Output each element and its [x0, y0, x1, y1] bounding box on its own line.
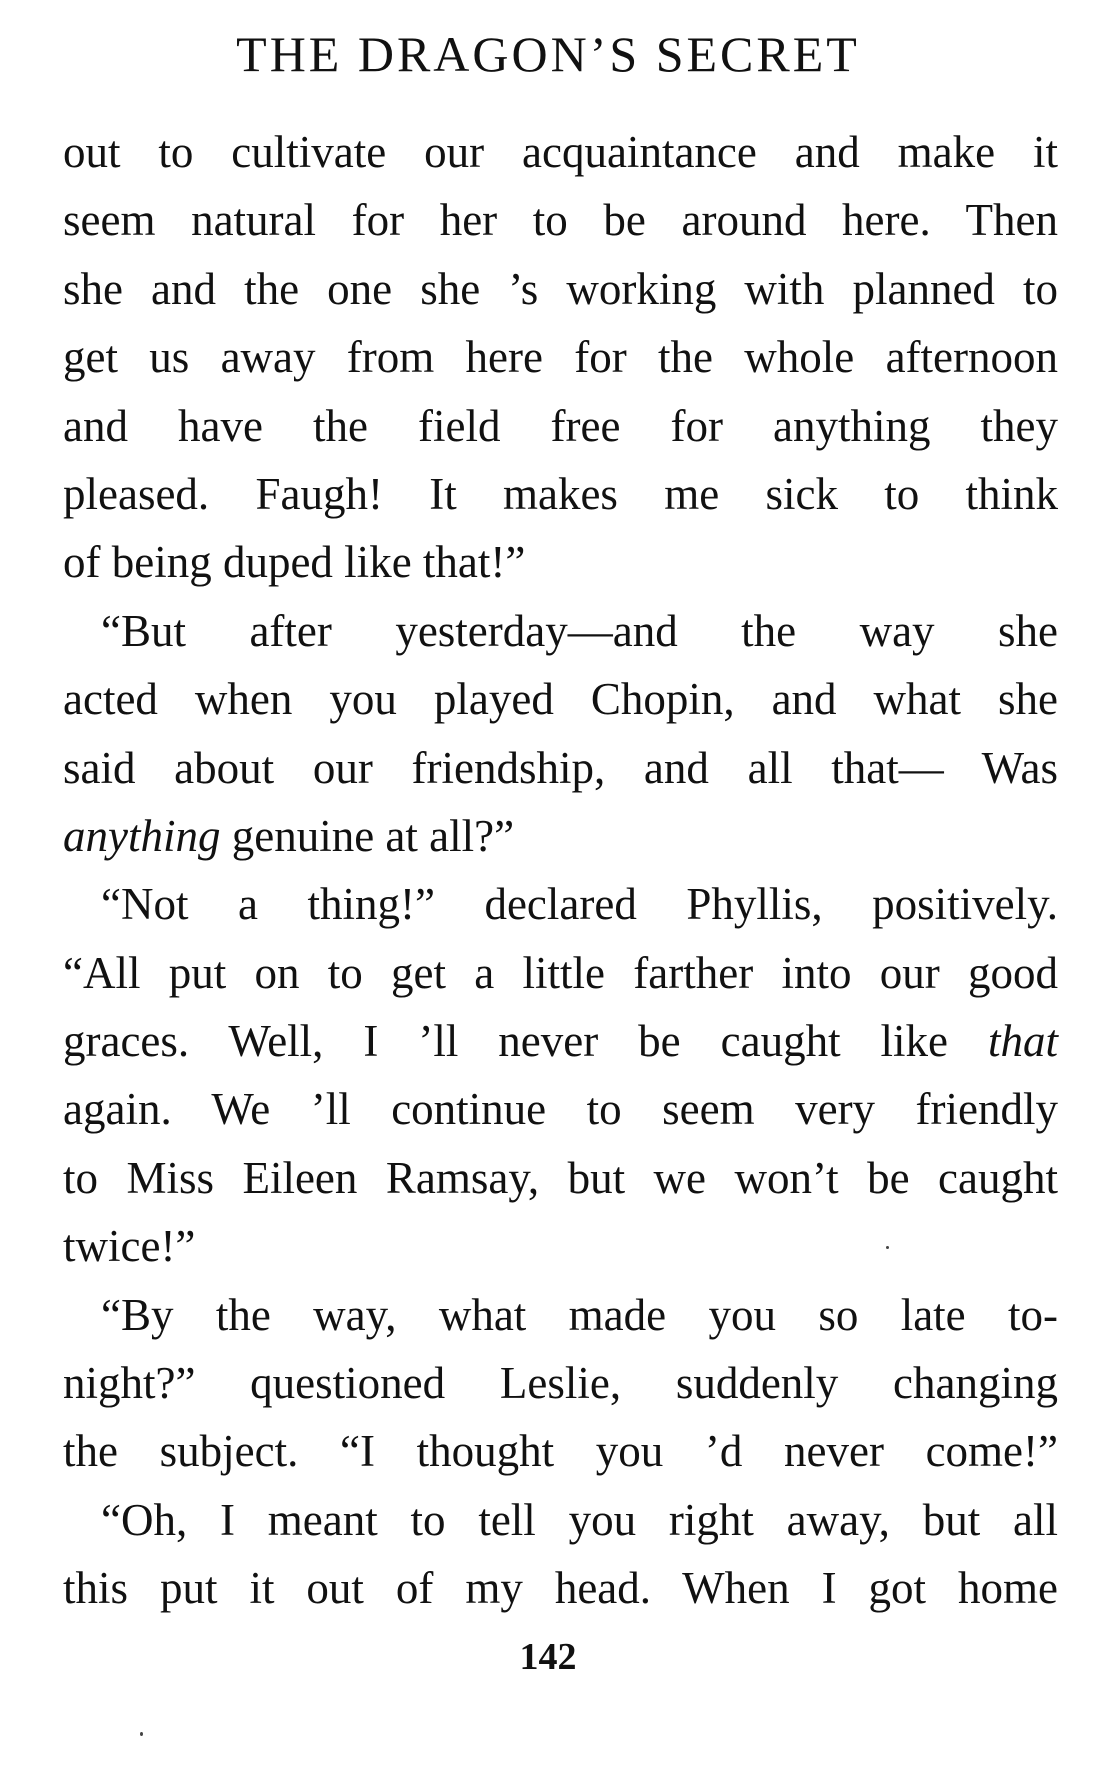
text-segment: acted when you played Chopin, and what she — [63, 674, 1058, 725]
text-line — [63, 1554, 1058, 1622]
text-segment: “Oh, I meant to tell you right away, but all — [101, 1494, 1058, 1545]
text-segment: she and the one she ’s working with planned to — [63, 263, 1058, 314]
text-segment: and have the field free for anything they — [63, 400, 1058, 451]
text-line — [63, 597, 1058, 665]
text-line — [63, 1349, 1058, 1417]
text-segment: night?” questioned Leslie, suddenly changing — [63, 1358, 1058, 1409]
text-line — [63, 1417, 1058, 1485]
text-segment: “All put on to get a little farther into our good — [63, 947, 1058, 998]
text-line — [63, 118, 1058, 186]
text-segment: to Miss Eileen Ramsay, but we won’t be caught — [63, 1152, 1058, 1203]
text-line — [63, 255, 1058, 323]
text-segment: genuine at all?” — [220, 810, 515, 861]
italic-text: that — [987, 1016, 1058, 1067]
text-segment: graces. Well, I ’ll never be caught like — [63, 1016, 988, 1067]
text-line — [63, 1144, 1058, 1212]
text-line — [63, 665, 1058, 733]
text-line — [63, 460, 1058, 528]
text-segment: “But after yesterday—and the way she — [101, 605, 1058, 656]
text-line — [63, 1007, 1058, 1075]
text-line — [63, 528, 1058, 596]
text-segment: the subject. “I thought you ’d never come!” — [63, 1426, 1058, 1477]
text-line — [63, 1212, 1058, 1280]
text-line — [63, 323, 1058, 391]
text-line — [63, 1486, 1058, 1554]
text-line — [63, 734, 1058, 802]
text-line — [63, 1075, 1058, 1143]
text-segment: of being duped like that!” — [63, 537, 526, 588]
text-segment: twice!” — [63, 1221, 196, 1272]
text-line — [63, 392, 1058, 460]
italic-text: anything — [63, 810, 221, 861]
text-segment: again. We ’ll continue to seem very friendly — [63, 1084, 1058, 1135]
print-speck — [886, 1246, 889, 1249]
text-line — [63, 802, 1058, 870]
text-segment: seem natural for her to be around here. Then — [63, 195, 1058, 246]
text-segment: get us away from here for the whole afternoon — [63, 332, 1058, 383]
print-speck — [140, 1732, 143, 1736]
text-line — [63, 870, 1058, 938]
text-line — [63, 939, 1058, 1007]
page-number: 142 — [519, 1636, 577, 1678]
text-segment: this put it out of my head. When I got home — [63, 1563, 1058, 1614]
text-line — [63, 1281, 1058, 1349]
text-segment: said about our friendship, and all that— Was — [63, 742, 1058, 793]
text-segment: “Not a thing!” declared Phyllis, positively. — [101, 879, 1058, 930]
text-line — [63, 186, 1058, 254]
text-segment: “By the way, what made you so late to- — [101, 1289, 1058, 1340]
text-segment: pleased. Faugh! It makes me sick to think — [63, 468, 1058, 519]
running-head: THE DRAGON’S SECRET — [236, 26, 860, 82]
text-segment: out to cultivate our acquaintance and make it — [63, 127, 1058, 177]
body-text — [63, 118, 1058, 1623]
